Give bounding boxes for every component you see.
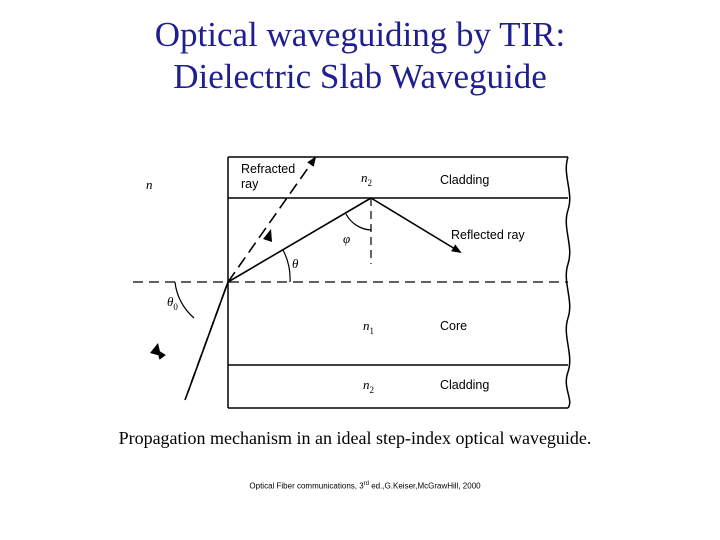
theta-label: θ <box>292 256 299 271</box>
cladding-bottom-label: Cladding <box>440 378 490 392</box>
theta0-label: $\theta_0$ <box>167 294 178 312</box>
source-text: Optical Fiber communications, 3 <box>249 481 364 491</box>
core-index-label: $n_1$ <box>363 318 374 336</box>
figure-caption: Propagation mechanism in an ideal step-index optical waveguide. <box>118 428 592 448</box>
theta0-arc <box>175 282 194 318</box>
core-label: Core <box>440 319 468 333</box>
source-superscript: rd <box>363 481 369 487</box>
theta-arc <box>283 250 290 282</box>
title-line-2: Dielectric Slab Waveguide <box>173 57 547 96</box>
phi-label: φ <box>343 231 351 246</box>
cladding-bottom-index-label: $n_2$ <box>363 377 374 395</box>
incident-arrowhead <box>150 343 161 356</box>
cladding-top-label: Cladding <box>440 173 490 187</box>
reflected-ray-label: Reflected ray <box>451 228 525 242</box>
title-line-1: Optical waveguiding by TIR: <box>154 15 566 54</box>
source-citation <box>0 481 720 491</box>
refracted-ray-label-line2: ray <box>241 177 259 191</box>
phi-arc <box>346 214 371 230</box>
rays <box>158 158 460 400</box>
reflected-ray <box>371 198 460 252</box>
refracted-ray-label-line1: Refracted <box>241 162 296 176</box>
outside-index-label: n <box>146 177 153 192</box>
incident-ray-arrow <box>158 351 188 392</box>
cladding-top-index-label: $n_2$ <box>361 170 372 188</box>
source-text-end: ed.,G.Keiser,McGrawHill, 2000 <box>369 481 481 491</box>
